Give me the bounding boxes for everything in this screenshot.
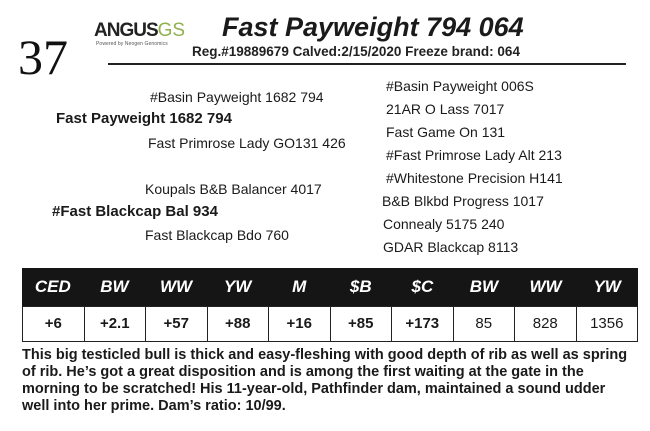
epd-value-actual-yw: 1356 [576, 307, 638, 341]
epd-header-bw: BW [100, 277, 129, 296]
pedigree-dam-dam: Fast Blackcap Bdo 760 [145, 227, 289, 243]
pedigree-dss: #Whitestone Precision H141 [386, 170, 563, 186]
pedigree-ddd: GDAR Blackcap 8113 [383, 239, 519, 255]
epd-header-row [22, 268, 638, 306]
logo-brand-text: ANGUS [94, 20, 158, 41]
epd-header-m: M [292, 277, 307, 296]
epd-value-yw: +88 [207, 307, 269, 341]
pedigree-dds: Connealy 5175 240 [383, 216, 505, 232]
epd-value-b-index: +85 [330, 307, 392, 341]
epd-header-c-index: $C [411, 277, 434, 296]
pedigree-sss: #Basin Payweight 006S [386, 78, 534, 94]
epd-header-b-index: $B [349, 277, 372, 296]
header-divider [108, 63, 626, 65]
animal-name: Fast Payweight 794 064 [222, 12, 524, 42]
pedigree-sds: Fast Game On 131 [386, 124, 506, 140]
epd-header-actual-ww: WW [529, 277, 562, 296]
epd-value-ced: +6 [44, 315, 62, 332]
epd-value-bw: +2.1 [84, 307, 146, 341]
pedigree-sire-sire: #Basin Payweight 1682 794 [150, 89, 324, 105]
pedigree-dam: #Fast Blackcap Bal 934 [52, 203, 218, 220]
epd-value-row [22, 306, 638, 342]
logo-brand-suffix: GS [157, 20, 186, 41]
logo-tagline: Powered by Neogen Genomics [96, 41, 168, 47]
epd-header-ww: WW [159, 277, 193, 296]
epd-value-actual-ww: 828 [514, 307, 576, 341]
pedigree-ssd: 21AR O Lass 7017 [386, 101, 505, 117]
pedigree-dam-sire: Koupals B&B Balancer 4017 [145, 181, 322, 197]
pedigree-sdd: #Fast Primrose Lady Alt 213 [386, 147, 562, 163]
epd-value-m: +16 [268, 307, 330, 341]
pedigree-dsd: B&B Blkbd Progress 1017 [382, 193, 544, 209]
epd-header-ced: CED [34, 277, 71, 296]
lot-number: 37 [18, 29, 68, 85]
lot-description: This big testicled bull is thick and easy-fleshing with good depth of rib as well as spring of rib. He’s got a great disposition and is among the first waiting at the gate in the morning to be scratched! His 11-year-old, Pathfinder dam, maintained a sound udder well into her prime. Dam’s ratio: 10/99. [22, 347, 628, 414]
epd-value-c-index: +173 [391, 307, 453, 341]
epd-value-ww: +57 [145, 307, 207, 341]
pedigree-sire: Fast Payweight 1682 794 [56, 110, 232, 127]
angus-gs-logo [94, 20, 184, 56]
epd-header-actual-bw: BW [469, 277, 499, 296]
epd-header-actual-yw: YW [593, 277, 621, 296]
epd-value-actual-bw: 85 [453, 307, 515, 341]
epd-header-yw: YW [223, 277, 252, 296]
registration-line: Reg.#19889679 Calved:2/15/2020 Freeze brand: 064 [192, 44, 520, 59]
pedigree-sire-dam: Fast Primrose Lady GO131 426 [148, 135, 346, 151]
